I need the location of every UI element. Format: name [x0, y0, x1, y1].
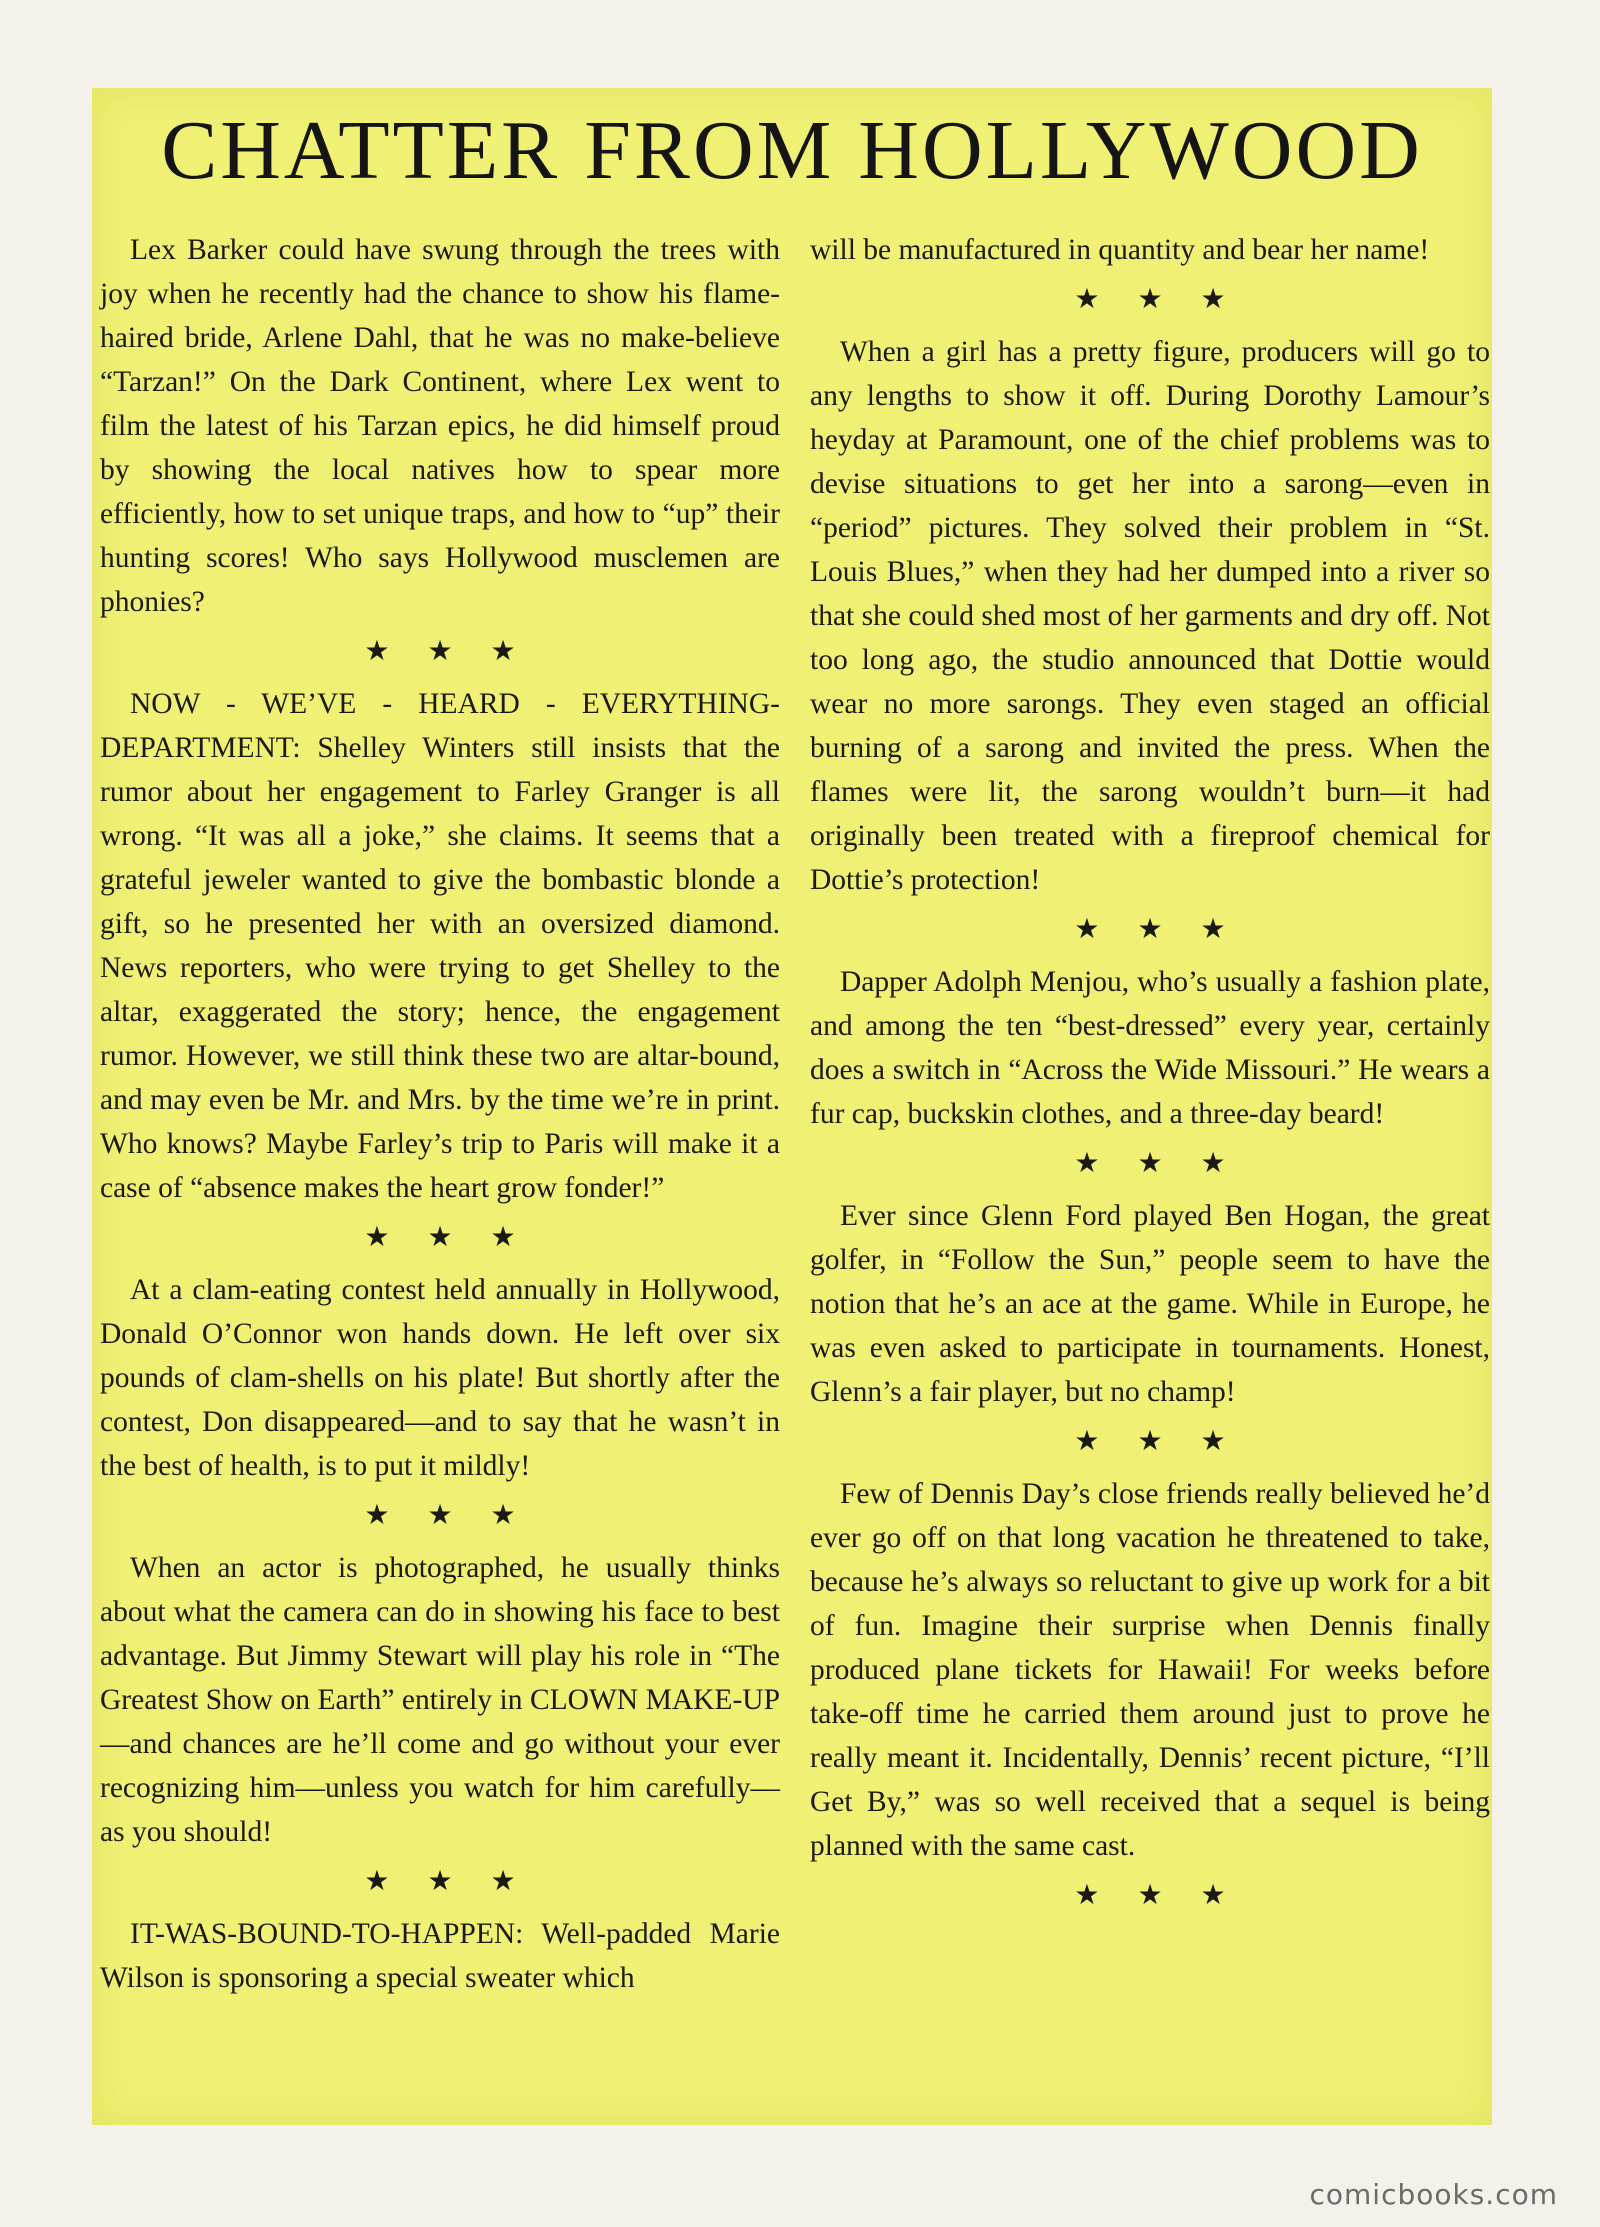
star-separator: ★★★ — [364, 1220, 554, 1253]
article-paragraph: Few of Dennis Day’s close friends really believed he’d ever go off on that long vacation he threatened to take, because he’s always so reluctant to give up work for a bit of fun. Imagine their surprise when Dennis finally produced plane tickets for Hawaii! For weeks before take-off time he carried them around just to prove he really meant it. Incidentally, Dennis’ recent picture, “I’ll Get By,” was so well received that a sequel is being planned with the same cast. — [810, 1478, 1490, 1862]
page-title: CHATTER FROM HOLLYWOOD — [161, 104, 1423, 197]
star-separator: ★★★ — [1074, 1146, 1264, 1179]
article-paragraph: At a clam-eating contest held annually in Hollywood, Donald O’Connor won hands down. He left over six pounds of clam-shells on his plate! But shortly after the contest, Don disappeared—and to say that he wasn’t in the best of health, is to put it mildly! — [100, 1274, 780, 1482]
article-paragraph: NOW - WE’VE - HEARD - EVERYTHING-DEPARTMENT: Shelley Winters still insists that the rumor about her engagement to Farley Granger is all wrong. “It was all a joke,” she claims. It seems that a grateful jeweler wanted to give the bombastic blonde a gift, so he presented her with an oversized diamond. News reporters, who were trying to get Shelley to the altar, exaggerated the story; hence, the engagement rumor. However, we still think these two are altar-bound, and may even be Mr. and Mrs. by the time we’re in print. Who knows? Maybe Farley’s trip to Paris will make it a case of “absence makes the heart grow fonder!” — [100, 688, 780, 1204]
article-paragraph: IT-WAS-BOUND-TO-HAPPEN: Well-padded Marie Wilson is sponsoring a special sweater which — [100, 1918, 780, 1994]
star-separator: ★★★ — [1074, 1424, 1264, 1457]
left-column — [100, 228, 780, 2000]
article-paragraph: Dapper Adolph Menjou, who’s usually a fashion plate, and among the ten “best-dressed” every year, certainly does a switch in “Across the Wide Missouri.” He wears a fur cap, buckskin clothes, and a three-day beard! — [810, 966, 1490, 1130]
magazine-page — [92, 88, 1492, 2125]
article-paragraph: will be manufactured in quantity and bear her name! — [810, 234, 1430, 266]
article-paragraph: Lex Barker could have swung through the trees with joy when he recently had the chance to show his flame-haired bride, Arlene Dahl, that he was no make-believe “Tarzan!” On the Dark Continent, where Lex went to film the latest of his Tarzan epics, he did himself proud by showing the local natives how to spear more efficiently, how to set unique traps, and how to “up” their hunting scores! Who says Hollywood musclemen are phonies? — [100, 234, 780, 618]
site-watermark: comicbooks.com — [1309, 2178, 1558, 2211]
article-paragraph: When a girl has a pretty figure, producers will go to any lengths to show it off. During Dorothy Lamour’s heyday at Paramount, one of the chief problems was to devise situations to get her into a sarong—even in “period” pictures. They solved their problem in “St. Louis Blues,” when they had her dumped into a river so that she could shed most of her garments and dry off. Not too long ago, the studio announced that Dottie would wear no more sarongs. They even staged an official burning of a sarong and invited the press. When the flames were lit, the sarong wouldn’t burn—it had originally been treated with a fireproof chemical for Dottie’s protection! — [810, 336, 1490, 896]
article-paragraph: Ever since Glenn Ford played Ben Hogan, the great golfer, in “Follow the Sun,” people seem to have the notion that he’s an ace at the game. While in Europe, he was even asked to participate in tournaments. Honest, Glenn’s a fair player, but no champ! — [810, 1200, 1490, 1408]
star-separator: ★★★ — [1074, 912, 1264, 945]
star-separator: ★★★ — [1074, 1878, 1264, 1911]
star-separator: ★★★ — [1074, 282, 1264, 315]
star-separator: ★★★ — [364, 1864, 554, 1897]
article-paragraph: When an actor is photographed, he usually thinks about what the camera can do in showing his face to best advantage. But Jimmy Stewart will play his role in “The Greatest Show on Earth” entirely in CLOWN MAKE-UP—and chances are he’ll come and go without your ever recognizing him—unless you watch for him carefully—as you should! — [100, 1552, 780, 1848]
star-separator: ★★★ — [364, 634, 554, 667]
star-separator: ★★★ — [364, 1498, 554, 1531]
right-column — [810, 228, 1490, 1926]
